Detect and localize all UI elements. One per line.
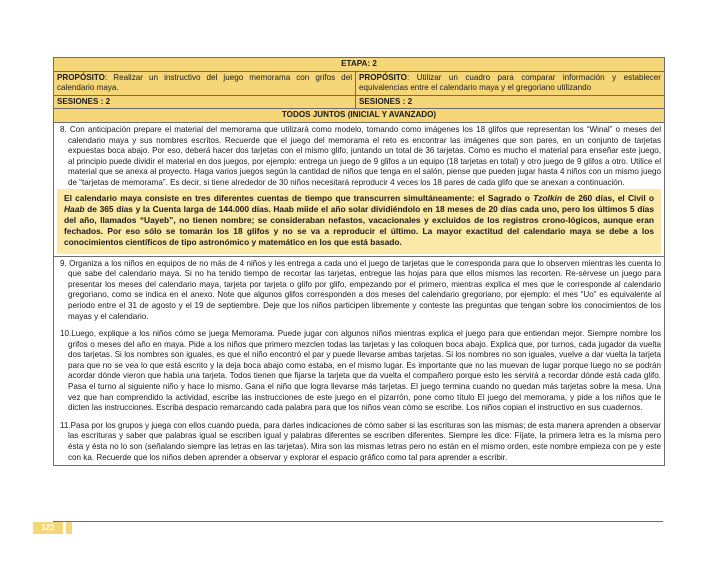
proposito-row	[54, 72, 664, 96]
proposito-left-text: : Realizar un instructivo del juego memorama con grifos del calendario maya.	[57, 72, 352, 93]
step-10-text: 10.Luego, explique a los niños cómo se juega Memorama. Puede jugar con algunos niños mientras explica el juego para que entiendan mejor. Siempre nombre los grifos o meses del año en maya. Pide a los niños que primero mezclen todas las tarjetas y las coloquen boca abajo. Explica que, por turnos, cada jugador da vuelta dos tarjetas. Si los nombres son iguales, es que el niño encontró el par y puede llevarse ambas tarjetas. Si los nombres no son iguales, vuelve a dar vuelta la tarjeta para que no se vea lo que está escrito y la deja boca abajo como estaba, en el mismo lugar. Es importante que no las muevan de lugar porque luego no se podrán acordar dónde vieron que había una tarjeta. Todos tienen que fijarse la tarjeta que da vuelta el compañero porque esto les servirá a recordar dónde está cada glifo. Pasa el turno al siguiente niño y hace lo mismo. Gana el niño que logra llevarse más tarjetas. El juego termina cuando no quedan más tarjetas sobre la mesa. Una vez que han comprendido la actividad, escribe las instrucciones de este juego en el pizarrón, pone como título El juego del memorama, y pide a los niños que le dicten las instrucciones. Escriba despacio remarcando cada palabra para que los niños vean cómo se escribe. Los niños copian el instructivo en sus cuadernos.	[60, 329, 661, 413]
todos-juntos-row	[54, 109, 664, 123]
footer-rule	[53, 521, 663, 522]
activity-table	[53, 57, 665, 466]
proposito-right-label: PROPÓSITO	[359, 72, 407, 82]
step-11-text: 11.Pasa por los grupos y juega con ellos cuando pueda, para darles indicaciones de cómo saber si las escrituras son las mismas; de esta manera aprenden a observar las escrituras y saber que palabras igual se escriben igual y palabras diferentes se escriben diferentes. Siempre les dice: Fíjate, la primera letra es la misma pero ésta y ésta no lo son (señalando siempre las letras en las tarjetas). Mira son las mismas letras pero no están en el mismo orden, este nombre empieza con pe y este con ka. Recuerde que los niños deben aprender a observar y explorar el espacio gráfico como tal para aprender a escribir.	[60, 420, 661, 462]
todos-juntos-label: TODOS JUNTOS (INICIAL Y AVANZADO)	[281, 110, 437, 120]
proposito-right-text: : Utilizar un cuadro para comparar información y establecer equivalencias entre el calendario maya y el gregoriano utilizando	[359, 72, 661, 93]
maya-calendar-callout	[57, 189, 661, 254]
page-number: 122	[41, 523, 55, 532]
step-9-text: 9. Organiza a los niños en equipos de no más de 4 niños y les entrega a cada uno el juego de tarjetas que le corresponda para que lo observen mientras les cuenta lo que sabe del calendario maya. Si no ha tenido tiempo de recortar las tarjetas, entregue las hojas para que ellos mismos las recorten. Re-sérvese un juego para presentar los meses del calendario maya, tarjeta por tarjeta o glifo por glifo, empezando por el primero, mientras explica el mes que le corresponde al calendario gregoriano, como se indica en el anexo. Note que algunos glifos corresponden a dos meses del calendario gregoriano, por ejemplo: el mes “Uo” es equivalente al periodo entre el 31 de agosto y el 19 de septiembre. Deje que los niños participen libremente y conteste las preguntas que tengan sobre los conocimientos de los mayas y el calendario.	[60, 258, 661, 321]
proposito-left	[54, 72, 356, 95]
footer-accent	[66, 522, 72, 534]
step-8-text: 8. Con anticipación prepare el material del memorama que utilizará como modelo, tomando como imágenes los 18 glifos que representan los “Winal” o meses del calendario maya y sus nombres escritos. Recuerde que el juego del memorama el reto es encontrar las imágenes que son pares, en un conjunto de tarjetas expuestas boca abajo. Por eso, deberá hacer dos tarjetas con el mismo glifo, juntando un total de 36 tarjetas. Como es mucho el material para enseñar este juego, al principio puede dividir el material en dos juegos, por ejemplo: entrega un juego de 9 glifos a un equipo (18 tarjetas en total) y otro juego de 9 glifos a otro. Utilice el material que se anexa al proyecto. Haga varios juegos según la cantidad de niños que tenga en el salón, piense que pueden jugar hasta 4 niños con un mismo juego de “tarjetas de memorama”. Es decir, si tiene alrededor de 30 niños necesitará reproducir 4 veces los 18 pares de cada glifo que se anexan a continuación.	[60, 124, 661, 187]
sesiones-right: SESIONES : 2	[359, 96, 413, 106]
callout-haab: Haab	[64, 203, 85, 214]
sesiones-left: SESIONES : 2	[54, 96, 356, 109]
page-number-tab	[33, 522, 63, 534]
etapa-label: ETAPA: 2	[341, 59, 377, 68]
callout-text-2: de 260 días, el Civil o	[562, 192, 654, 203]
proposito-right	[356, 72, 664, 95]
etapa-row	[54, 58, 664, 72]
callout-text-3: de 365 días y la Cuenta larga de 144.000 días. Haab miide el año solar dividiéndolo en 18 meses de 20 días cada uno, pero los últimos 5 días del año, llamados “Uayeb”, no tienen nombre; se consideraban nefastos, vacacionales y excluidos de los registros crono-lógicos, aunque eran fechados. Por eso sólo se tomarán los 18 glifos y no se va a reproducir el último. La mayor exactitud del calendario maya se debe a los conocimientos científicos de tipo astronómico y matemático en los que está basado.	[64, 203, 654, 248]
callout-text-1: El calendario maya consiste en tres diferentes cuentas de tiempo que transcurren simultáneamente: el Sagrado o	[64, 192, 534, 203]
proposito-left-label: PROPÓSITO	[57, 72, 105, 82]
step-8-row	[54, 123, 664, 257]
callout-tzolkin: Tzolkin	[533, 192, 562, 203]
sesiones-row	[54, 96, 664, 110]
steps-9-11-row	[54, 257, 664, 466]
